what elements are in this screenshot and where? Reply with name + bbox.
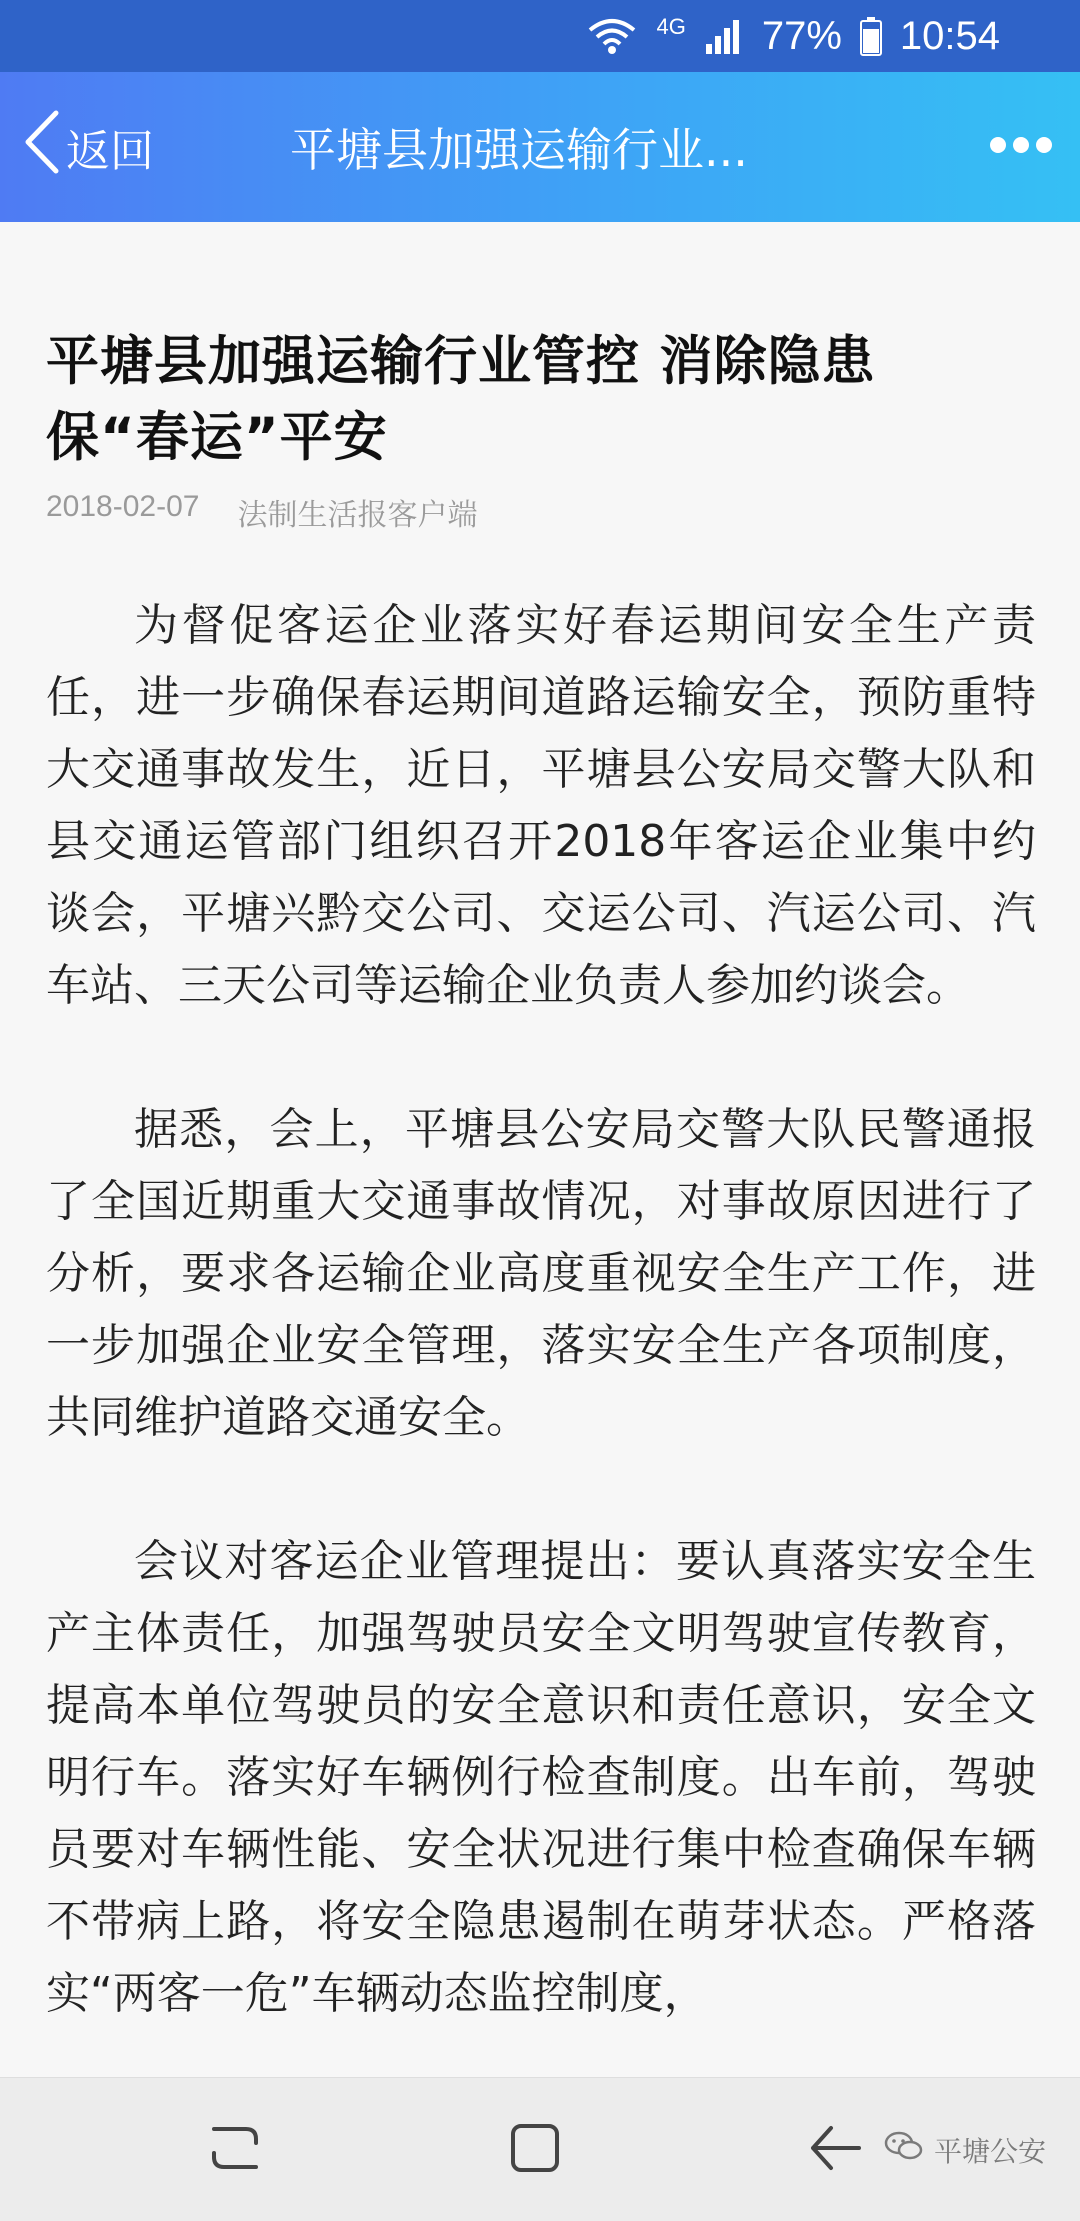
chevron-left-icon [22,109,62,186]
watermark [884,2078,1046,2221]
article-paragraph: 据悉，会上，平塘县公安局交警大队民警通报了全国近期重大交通事故情况，对事故原因进行了分析，要求各运输企业高度重视安全生产工作，进一步加强企业安全管理，落实安全生产各项制度，共同维护道路交通安全。 [46,1104,1036,1443]
article-title-line2: 保“春运”平安 [46,407,388,468]
back-arrow-icon [807,2122,863,2178]
article-content [46,222,1036,2077]
status-bar [0,0,1080,72]
article-paragraph: 会议对客运企业管理提出：要认真落实安全生产主体责任，加强驾驶员安全文明驾驶宣传教育，提高本单位驾驶员的安全意识和责任意识，安全文明行车。落实好车辆例行检查制度。出车前，驾驶员要对车辆性能、安全状况进行集中检查确保车辆不带病上路，将安全隐患遏制在萌芽状态。严格落实“两客一危”车辆动态监控制度， [46,1536,1036,2019]
article-title [46,324,1036,476]
battery-percent: 77% [761,13,842,58]
watermark-text: 平塘公安 [933,2134,1046,2168]
system-nav-bar [0,2077,1080,2221]
nav-bar [0,72,1080,222]
article-meta [46,490,1036,534]
recent-apps-button[interactable] [190,2078,280,2221]
signal-icon [704,16,744,56]
system-back-button[interactable] [790,2078,880,2221]
recent-apps-icon [210,2121,260,2179]
article-source[interactable]: 法制生活报客户端 [237,499,478,532]
status-icons [586,0,1000,72]
network-type: 4G [656,14,686,39]
clock: 10:54 [899,13,1000,58]
battery-icon [860,16,882,56]
back-label: 返回 [66,126,154,177]
article-title-line1: 平塘县加强运输行业管控 消除隐患 [46,331,876,392]
nav-title: 平塘县加强运输行业... [290,123,748,177]
more-dots-icon [988,135,1054,159]
home-icon [509,2122,561,2178]
wechat-icon [884,2130,924,2169]
home-button[interactable] [490,2078,580,2221]
wifi-icon [586,16,638,56]
publish-date: 2018-02-07 [46,490,200,523]
more-options-button[interactable] [988,72,1054,222]
back-button[interactable] [22,72,154,222]
article-paragraph: 为督促客运企业落实好春运期间安全生产责任，进一步确保春运期间道路运输安全，预防重特大交通事故发生，近日，平塘县公安局交警大队和县交通运管部门组织召开2018年客运企业集中约谈会，平塘兴黔交公司、交运公司、汽运公司、汽车站、三天公司等运输企业负责人参加约谈会。 [46,600,1036,1011]
